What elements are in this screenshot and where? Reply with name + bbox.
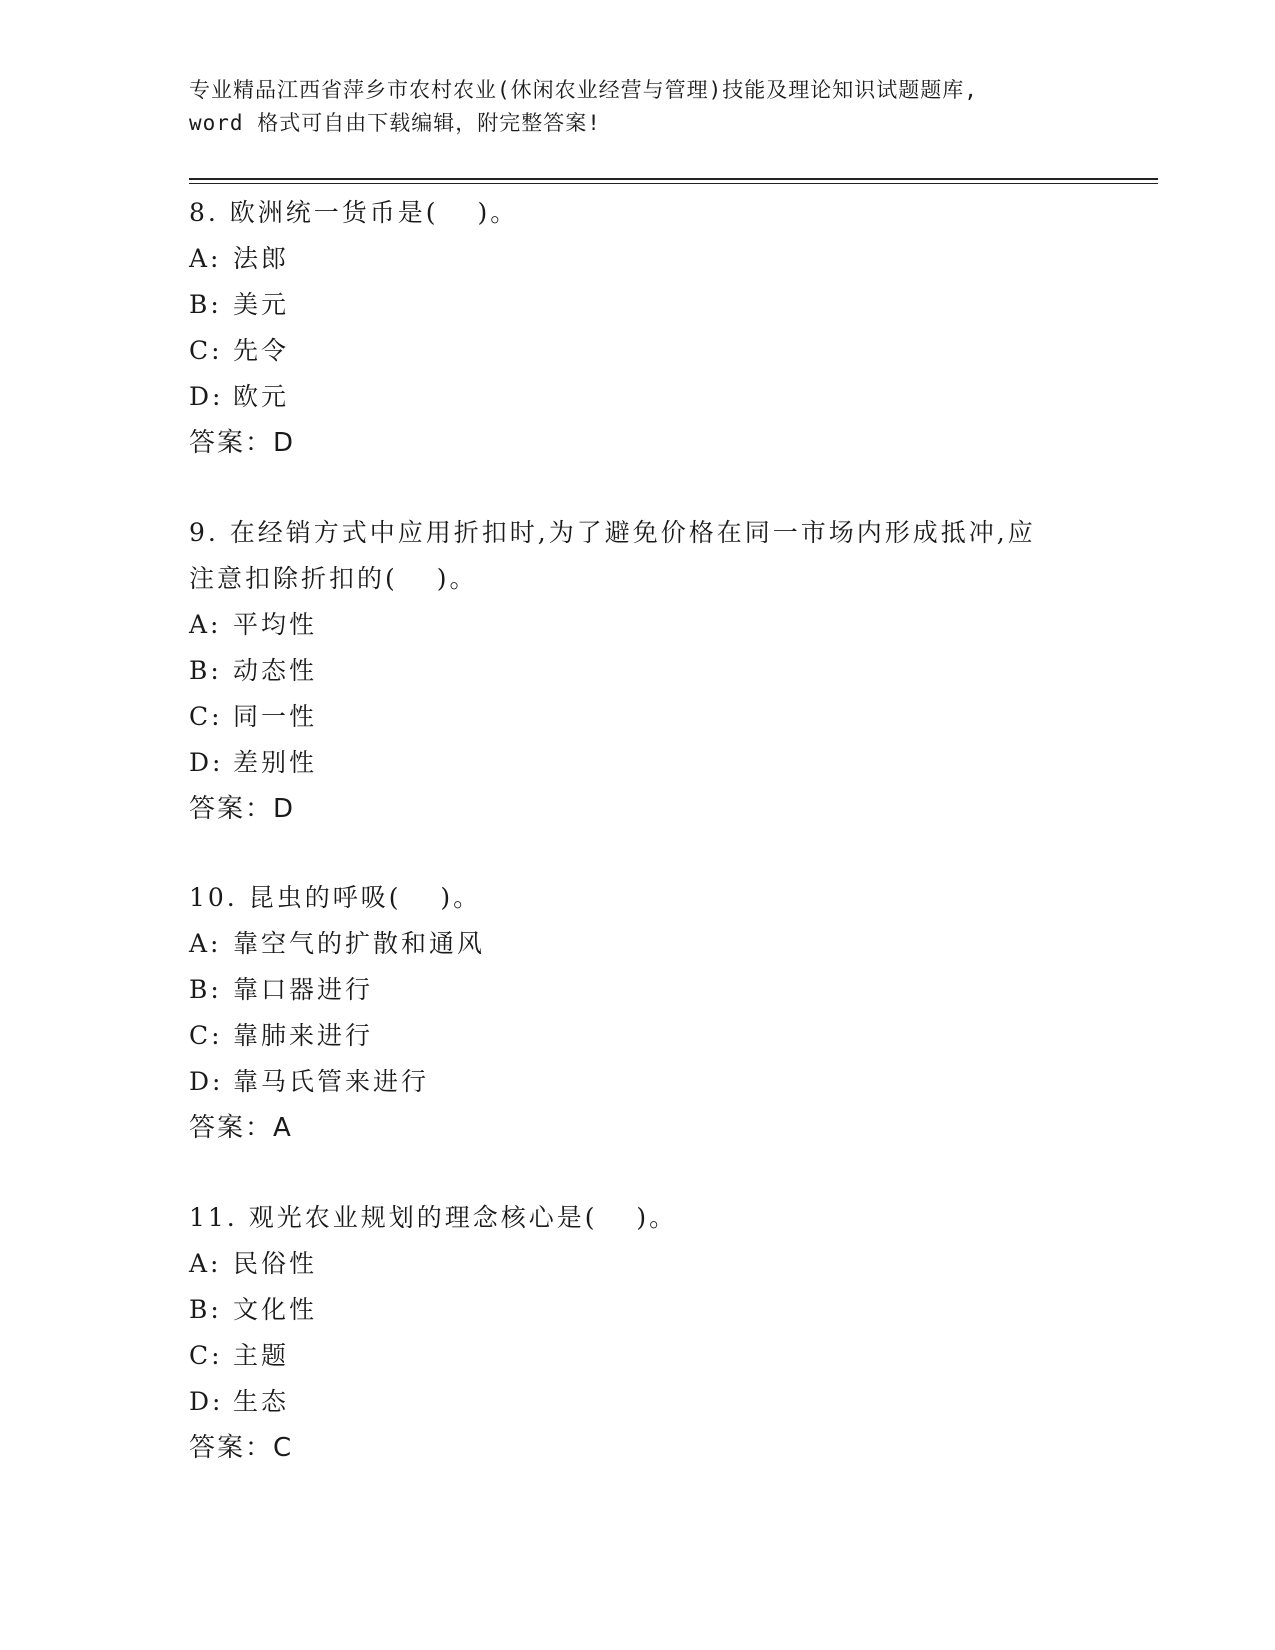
header-title-line-2: word 格式可自由下载编辑，附完整答案! — [189, 111, 601, 135]
header-divider-thick — [189, 178, 1158, 180]
option-key: C: — [189, 336, 223, 365]
option-c — [189, 1013, 1089, 1059]
option-text: 动态性 — [233, 656, 318, 685]
answer-line: 答案：C — [189, 1433, 294, 1463]
option-c — [189, 1333, 1089, 1379]
option-text: 差别性 — [233, 748, 318, 777]
option-d — [189, 740, 1089, 786]
option-a — [189, 921, 1089, 967]
question-stem: 9. 在经销方式中应用折扣时,为了避免价格在同一市场内形成抵冲,应 — [189, 518, 1036, 547]
option-key: B: — [189, 1295, 222, 1324]
option-key: D: — [189, 1067, 224, 1096]
option-key: A: — [189, 244, 222, 273]
option-text: 文化性 — [233, 1295, 318, 1324]
option-key: C: — [189, 1021, 223, 1050]
option-key: B: — [189, 290, 222, 319]
option-text: 美元 — [233, 290, 290, 319]
option-d — [189, 374, 1089, 420]
option-key: A: — [189, 1249, 222, 1278]
option-text: 靠口器进行 — [233, 975, 374, 1004]
option-a — [189, 602, 1089, 648]
header-title-line-1: 专业精品江西省萍乡市农村农业(休闲农业经营与管理)技能及理论知识试题题库, — [189, 78, 978, 102]
option-text: 民俗性 — [233, 1249, 318, 1278]
option-key: D: — [189, 748, 224, 777]
question-stem: 8. 欧洲统一货币是( )。 — [189, 198, 519, 227]
option-key: B: — [189, 656, 222, 685]
question-block — [189, 510, 1089, 832]
option-b — [189, 1287, 1089, 1333]
option-a — [189, 1241, 1089, 1287]
option-key: C: — [189, 702, 223, 731]
option-b — [189, 648, 1089, 694]
question-stem: 10. 昆虫的呼吸( )。 — [189, 883, 482, 912]
option-d — [189, 1059, 1089, 1105]
option-c — [189, 694, 1089, 740]
option-d — [189, 1379, 1089, 1425]
option-text: 主题 — [233, 1341, 290, 1370]
option-key: A: — [189, 929, 222, 958]
option-text: 同一性 — [233, 702, 318, 731]
option-key: C: — [189, 1341, 223, 1370]
option-a — [189, 236, 1089, 282]
option-text: 欧元 — [233, 382, 290, 411]
question-stem: 11. 观光农业规划的理念核心是( )。 — [189, 1203, 678, 1232]
option-text: 平均性 — [233, 610, 318, 639]
question-block — [189, 190, 1089, 466]
question-stem-continued: 注意扣除折扣的( )。 — [189, 564, 478, 593]
option-b — [189, 967, 1089, 1013]
option-key: A: — [189, 610, 222, 639]
question-block — [189, 1195, 1089, 1471]
option-key: D: — [189, 382, 224, 411]
option-text: 靠肺来进行 — [233, 1021, 374, 1050]
option-key: D: — [189, 1387, 224, 1416]
question-block — [189, 875, 1089, 1151]
option-text: 生态 — [233, 1387, 290, 1416]
option-c — [189, 328, 1089, 374]
answer-line: 答案：D — [189, 794, 296, 824]
option-text: 靠马氏管来进行 — [233, 1067, 430, 1096]
answer-line: 答案：A — [189, 1113, 293, 1143]
option-text: 靠空气的扩散和通风 — [233, 929, 486, 958]
option-text: 法郎 — [233, 244, 290, 273]
option-key: B: — [189, 975, 222, 1004]
option-b — [189, 282, 1089, 328]
header-divider-thin — [189, 183, 1158, 184]
document-header — [189, 74, 1069, 140]
answer-line: 答案：D — [189, 428, 296, 458]
option-text: 先令 — [233, 336, 290, 365]
